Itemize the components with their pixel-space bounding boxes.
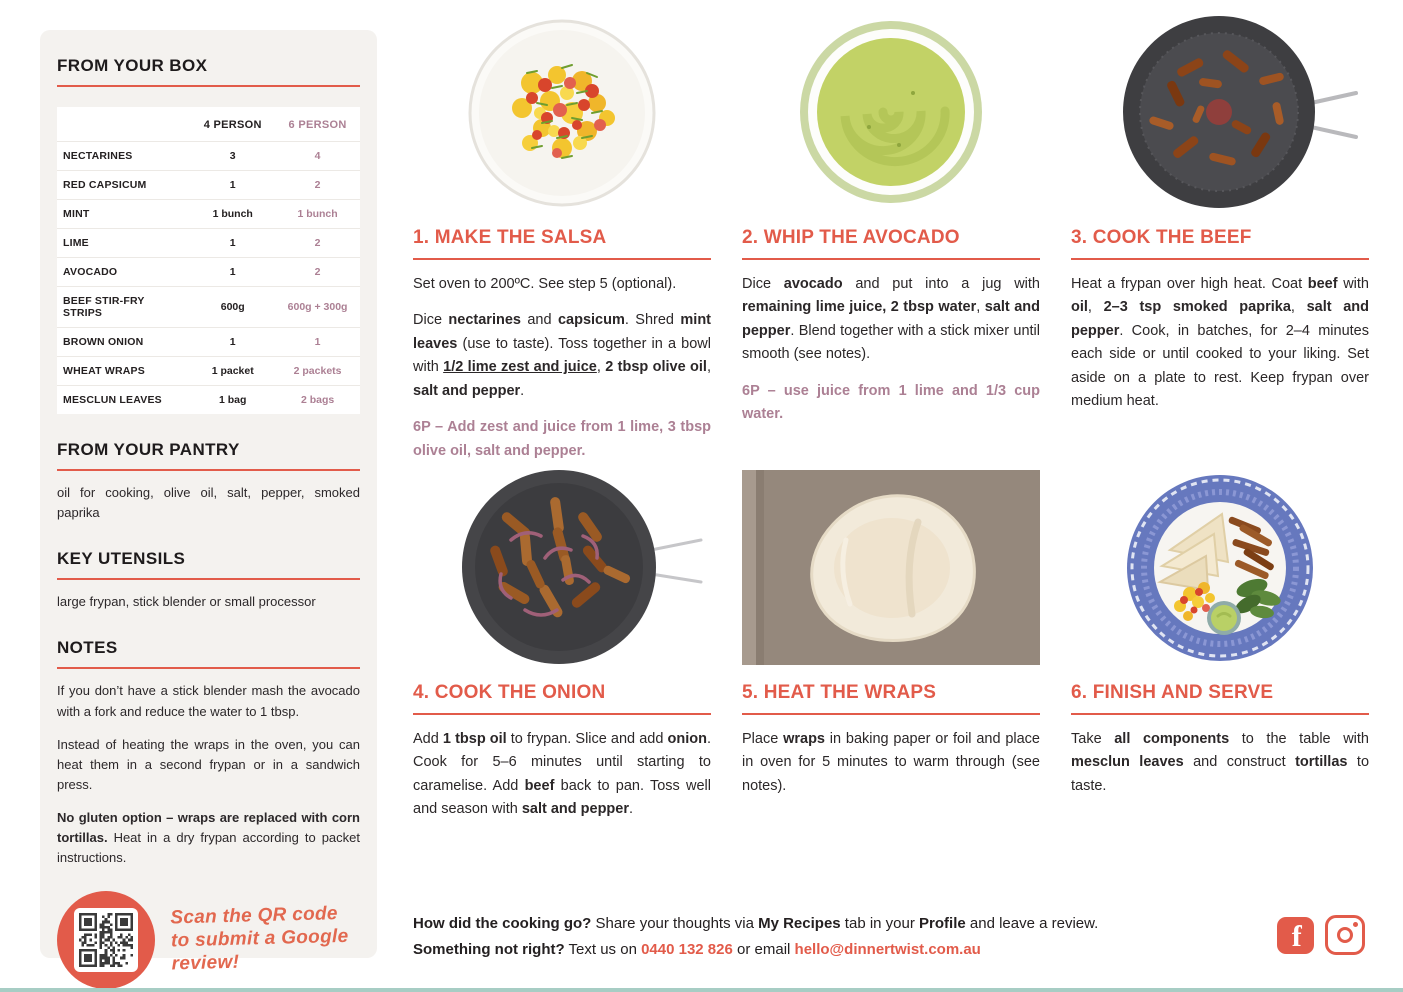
text-segment: 6P – use juice from 1 lime and 1/3 cup water. bbox=[742, 382, 1040, 423]
six-person-qty: 2 bbox=[275, 258, 360, 287]
text-segment: . Blend together with a stick mixer until smooth (see notes). bbox=[742, 322, 1040, 363]
text-segment: in baking paper or foil and place in oven for 5 minutes to warm through (see notes). bbox=[742, 731, 1040, 794]
text-segment: salt and pepper bbox=[413, 382, 521, 399]
sidebar bbox=[40, 30, 377, 975]
six-person-qty: 2 bbox=[275, 229, 360, 258]
divider bbox=[57, 578, 360, 580]
text-segment: , bbox=[596, 359, 606, 376]
text-segment: 0440 132 826 bbox=[641, 940, 733, 958]
step-6-finish-and-serve bbox=[1071, 470, 1369, 835]
pantry-text: oil for cooking, olive oil, salt, pepper, smoked paprika bbox=[57, 485, 360, 521]
from-your-pantry-section bbox=[57, 440, 360, 523]
text-segment: Add bbox=[413, 731, 443, 747]
notes-title: NOTES bbox=[57, 638, 118, 658]
onion-pan-photo bbox=[413, 470, 711, 665]
utensils-text: large frypan, stick blender or small processor bbox=[57, 594, 316, 610]
page-bottom-edge bbox=[0, 988, 1403, 992]
salsa-bowl-photo bbox=[413, 15, 711, 210]
text-segment: . Cook for 5–6 minutes until starting to caramelise. Add bbox=[413, 731, 711, 794]
paragraph bbox=[742, 273, 1040, 367]
text-segment: Share your thoughts via bbox=[591, 915, 759, 932]
four-person-qty: 3 bbox=[190, 142, 275, 171]
text-segment: capsicum bbox=[557, 312, 625, 329]
text-segment: My Recipes bbox=[758, 915, 841, 932]
step-3-instructions bbox=[1071, 273, 1369, 414]
text-segment: Heat a frypan over high heat. Coat bbox=[1071, 276, 1308, 292]
step-1-instructions bbox=[413, 273, 711, 463]
step-1-make-the-salsa bbox=[413, 15, 711, 470]
ingredient-name: BEEF STIR-FRY STRIPS bbox=[57, 287, 190, 328]
footer-line-1 bbox=[413, 911, 1263, 937]
text-segment: If you don’t have a stick blender mash the avocado with a fork and reduce the water to 1 tbsp. bbox=[57, 683, 360, 719]
four-person-qty: 600g bbox=[190, 287, 275, 328]
served-plate-photo bbox=[1071, 470, 1369, 665]
text-segment: mesclun leaves bbox=[1071, 754, 1184, 771]
four-person-col-header: 4 PERSON bbox=[190, 107, 275, 142]
step-6-instructions bbox=[1071, 728, 1369, 798]
ingredient-name: MESCLUN LEAVES bbox=[63, 394, 162, 406]
text-segment: salt and pepper bbox=[1071, 299, 1369, 339]
text-segment: 2–3 tsp smoked paprika bbox=[1103, 299, 1291, 316]
notes-section bbox=[57, 638, 360, 868]
six-person-note bbox=[413, 416, 711, 463]
text-segment: (use to taste). Toss together in a bowl with bbox=[413, 335, 711, 376]
paragraph bbox=[413, 309, 711, 403]
paragraph bbox=[742, 728, 1040, 798]
table-row bbox=[57, 200, 360, 229]
text-segment: tab in your bbox=[840, 915, 920, 932]
text-segment: 1 tbsp oil bbox=[442, 731, 507, 747]
text-segment: and construct bbox=[1183, 754, 1296, 771]
text-segment: or email bbox=[732, 940, 795, 958]
table-row bbox=[57, 229, 360, 258]
text-segment: . Cook, in batches, for 2–4 minutes each side or until cooked to your liking. Set aside on a plate to rest. Keep frypan over medium heat. bbox=[1071, 322, 1369, 410]
notes-text bbox=[57, 681, 360, 868]
four-person-qty: 1 bbox=[190, 229, 275, 258]
text-segment: Text us on bbox=[564, 940, 642, 958]
social-icons bbox=[1277, 915, 1365, 955]
table-row bbox=[57, 287, 360, 328]
text-segment: avocado bbox=[783, 276, 843, 292]
footer-line-2 bbox=[413, 937, 1263, 963]
from-your-box-section bbox=[57, 56, 360, 414]
six-person-qty: 1 bbox=[275, 328, 360, 357]
divider bbox=[57, 469, 360, 471]
four-person-qty: 1 bbox=[190, 328, 275, 357]
four-person-qty: 1 bbox=[190, 171, 275, 200]
text-segment: , bbox=[1290, 299, 1307, 316]
text-segment: remaining lime juice, 2 tbsp water bbox=[742, 299, 977, 316]
text-segment: all components bbox=[1114, 731, 1230, 747]
beef-pan-photo bbox=[1071, 15, 1369, 210]
box-table-body bbox=[57, 142, 360, 415]
google-review-block bbox=[57, 891, 360, 989]
text-segment: back to pan. Toss well and season with bbox=[413, 777, 711, 818]
step-3-title: 3. COOK THE BEEF bbox=[1071, 227, 1369, 260]
text-segment: oil bbox=[1071, 299, 1088, 316]
ingredient-name: BROWN ONION bbox=[57, 328, 190, 357]
text-segment: 1/2 lime zest and juice bbox=[443, 359, 597, 376]
step-6-title: 6. FINISH AND SERVE bbox=[1071, 682, 1369, 715]
text-segment: Place bbox=[742, 731, 784, 747]
text-segment: and bbox=[520, 312, 558, 329]
instagram-icon[interactable] bbox=[1325, 915, 1365, 955]
six-person-qty: 4 bbox=[275, 142, 360, 171]
text-segment: , bbox=[706, 359, 711, 376]
text-segment: nectarines bbox=[448, 312, 521, 329]
facebook-icon[interactable]: f bbox=[1277, 917, 1314, 954]
step-2-instructions bbox=[742, 273, 1040, 427]
step-4-title: 4. COOK THE ONION bbox=[413, 682, 711, 715]
paragraph bbox=[1071, 273, 1369, 414]
paragraph bbox=[413, 273, 711, 296]
table-row bbox=[57, 142, 360, 171]
text-segment: wraps bbox=[783, 731, 825, 747]
from-your-box-title: FROM YOUR BOX bbox=[57, 56, 208, 75]
text-segment: , bbox=[976, 299, 985, 316]
paragraph bbox=[57, 735, 360, 795]
ingredient-name: MINT bbox=[57, 200, 190, 229]
divider bbox=[57, 85, 360, 87]
text-segment: tortillas bbox=[1295, 754, 1348, 771]
text-segment: Dice bbox=[413, 312, 449, 329]
six-person-qty: 1 bunch bbox=[275, 200, 360, 229]
key-utensils-title: KEY UTENSILS bbox=[57, 549, 186, 569]
step-1-title: 1. MAKE THE SALSA bbox=[413, 227, 711, 260]
text-segment: How did the cooking go? bbox=[413, 915, 592, 932]
table-row bbox=[57, 171, 360, 200]
six-person-qty: 600g + 300g bbox=[275, 287, 360, 328]
text-segment: beef bbox=[524, 777, 555, 794]
six-person-col-header: 6 PERSON bbox=[275, 107, 360, 142]
text-segment: hello@dinnertwist.com.au bbox=[794, 940, 981, 958]
four-person-qty: 1 bbox=[190, 258, 275, 287]
ingredient-name: WHEAT WRAPS bbox=[57, 357, 190, 386]
paragraph bbox=[57, 681, 360, 721]
ingredient-name: NECTARINES bbox=[57, 142, 190, 171]
six-person-qty: 2 bags bbox=[300, 394, 335, 406]
six-person-qty: 2 bbox=[275, 171, 360, 200]
text-segment: 2 tbsp olive oil bbox=[605, 359, 707, 376]
table-row bbox=[57, 328, 360, 357]
qr-code bbox=[57, 891, 155, 989]
step-5-heat-the-wraps bbox=[742, 470, 1040, 835]
steps-grid bbox=[413, 15, 1369, 835]
text-segment: to frypan. Slice and add bbox=[506, 731, 668, 747]
step-3-cook-the-beef bbox=[1071, 15, 1369, 470]
six-person-qty: 2 packets bbox=[275, 357, 360, 386]
four-person-qty: 1 packet bbox=[190, 357, 275, 386]
text-segment: and leave a review. bbox=[965, 915, 1099, 932]
step-5-instructions bbox=[742, 728, 1040, 798]
text-segment: salt and pepper bbox=[521, 801, 629, 818]
ingredient-name: RED CAPSICUM bbox=[57, 171, 190, 200]
table-header-row bbox=[57, 107, 360, 142]
key-utensils-section bbox=[57, 549, 360, 612]
footer bbox=[413, 911, 1263, 962]
table-row bbox=[57, 357, 360, 386]
text-segment: onion bbox=[667, 731, 707, 747]
wrapped-wraps-photo bbox=[742, 470, 1040, 665]
six-person-note bbox=[742, 380, 1040, 427]
text-segment: . bbox=[520, 382, 525, 399]
table-row bbox=[57, 258, 360, 287]
step-2-whip-the-avocado bbox=[742, 15, 1040, 470]
ingredient-name: AVOCADO bbox=[57, 258, 190, 287]
text-segment: to taste. bbox=[1071, 754, 1370, 794]
text-segment: to the table with bbox=[1229, 731, 1369, 747]
four-person-qty: 1 bag bbox=[219, 394, 247, 406]
paragraph bbox=[1071, 728, 1369, 798]
text-segment: with bbox=[1337, 276, 1369, 292]
text-segment: Profile bbox=[919, 915, 966, 932]
step-2-title: 2. WHIP THE AVOCADO bbox=[742, 227, 1040, 260]
step-4-cook-the-onion bbox=[413, 470, 711, 835]
text-segment: . Shred bbox=[624, 312, 681, 329]
text-segment: salt and pepper bbox=[742, 299, 1040, 339]
text-segment: Heat in a dry frypan according to packet instructions. bbox=[57, 830, 360, 866]
text-segment: Set oven to 200ºC. See step 5 (optional). bbox=[413, 276, 677, 292]
text-segment: mint leaves bbox=[413, 312, 712, 352]
step-4-instructions bbox=[413, 728, 711, 822]
table-row bbox=[57, 386, 360, 415]
paragraph bbox=[57, 808, 360, 868]
text-segment: , bbox=[1087, 299, 1104, 316]
qr-caption: Scan the QR code to submit a Google review! bbox=[170, 903, 349, 975]
text-segment: No gluten option – wraps are replaced with corn tortillas. bbox=[57, 810, 360, 846]
text-segment: Instead of heating the wraps in the oven, you can heat them in a second frypan or in a sandwich press. bbox=[57, 736, 360, 792]
ingredient-name: LIME bbox=[57, 229, 190, 258]
text-segment: Dice bbox=[742, 276, 784, 292]
ingredients-table bbox=[57, 107, 360, 414]
text-segment: Something not right? bbox=[413, 940, 565, 958]
ingredient-col-header bbox=[57, 107, 190, 142]
text-segment: 6P – Add zest and juice from 1 lime, 3 tbsp olive oil, salt and pepper. bbox=[413, 419, 711, 459]
text-segment: beef bbox=[1307, 276, 1338, 292]
from-your-pantry-title: FROM YOUR PANTRY bbox=[57, 440, 240, 459]
text-segment: Take bbox=[1071, 731, 1115, 747]
paragraph bbox=[413, 728, 711, 822]
text-segment: . bbox=[629, 801, 634, 818]
avocado-whip-photo bbox=[742, 15, 1040, 210]
step-5-title: 5. HEAT THE WRAPS bbox=[742, 682, 1040, 715]
divider bbox=[57, 667, 360, 669]
text-segment: and put into a jug with bbox=[842, 276, 1040, 292]
four-person-qty: 1 bunch bbox=[190, 200, 275, 229]
